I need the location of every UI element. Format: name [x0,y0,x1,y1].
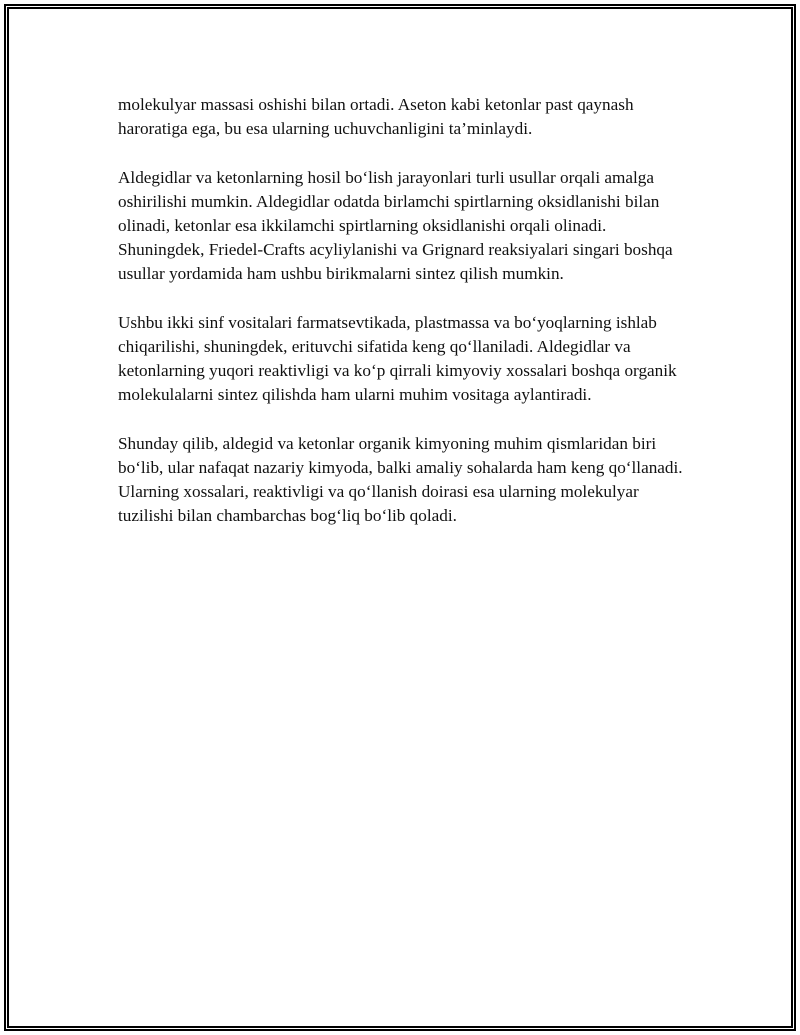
document-body [118,93,688,553]
paragraph-3: Ushbu ikki sinf vositalari farmatsevtikada, plastmassa va bo‘yoqlarning ishlab chiqarilishi, shuningdek, erituvchi sifatida keng qo‘llaniladi. Aldegidlar va ketonlarning yuqori reaktivligi va ko‘p qirrali kimyoviy xossalari boshqa organik molekulalarni sintez qilishda ham ularni muhim vositaga aylantiradi. [118,312,677,405]
paragraph-4: Shunday qilib, aldegid va ketonlar organik kimyoning muhim qismlaridan biri bo‘lib, ular nafaqat nazariy kimyoda, balki amaliy sohalarda ham keng qo‘llanadi. Ularning xossalari, reaktivligi va qo‘llanish doirasi esa ularning molekulyar tuzilishi bilan chambarchas bog‘liq bo‘lib qoladi. [118,433,683,526]
paragraph-1: molekulyar massasi oshishi bilan ortadi. Aseton kabi ketonlar past qaynash haroratiga ega, bu esa ularning uchuvchanligini ta’minlaydi. [118,95,634,139]
paragraph-2: Aldegidlar va ketonlarning hosil bo‘lish jarayonlari turli usullar orqali amalga oshirilishi mumkin. Aldegidlar odatda birlamchi spirtlarning oksidlanishi bilan olinadi, ketonlar esa ikkilamchi spirtlarning oksidlanishi orqali olinadi. Shuningdek, Friedel-Crafts acyliylanishi va Grignard reaksiyalari singari boshqa usullar yordamida ham ushbu birikmalarni sintez qilish mumkin. [118,167,673,284]
